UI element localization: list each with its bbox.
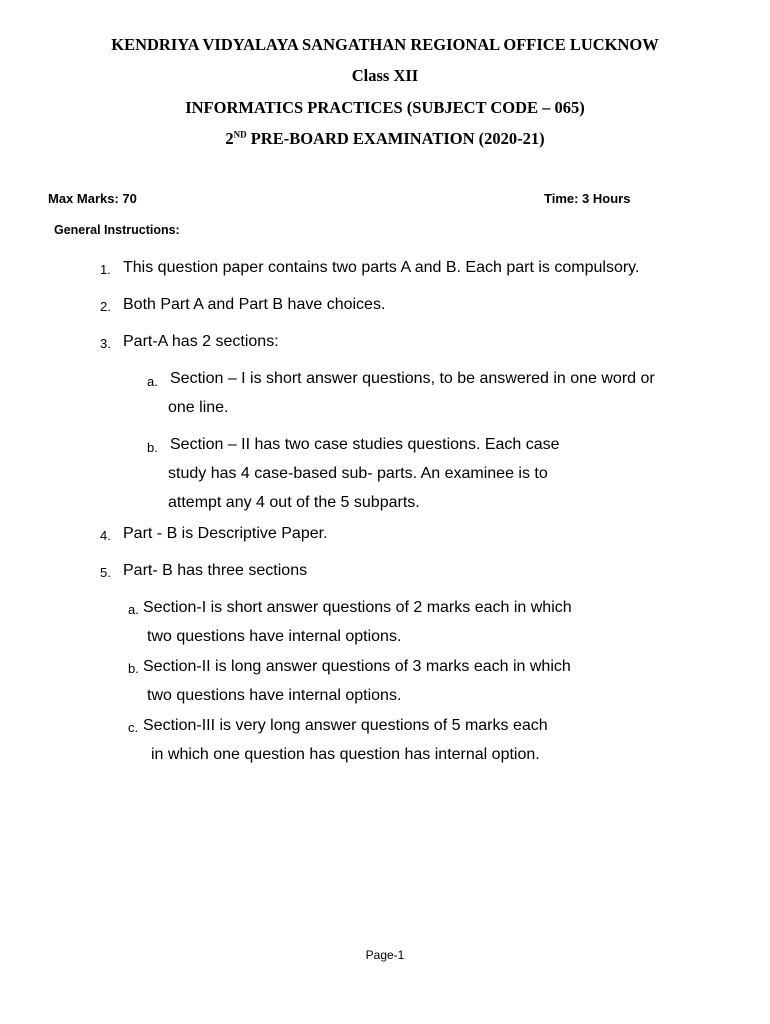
instruction-text: Section – I is short answer questions, to be answered in one word or — [170, 370, 655, 387]
subject-title: INFORMATICS PRACTICES (SUBJECT CODE – 065) — [185, 98, 585, 117]
item-number: 4. — [100, 528, 111, 543]
instruction-text: one line. — [168, 399, 229, 416]
subitem-letter: b. — [128, 661, 139, 676]
subitem-letter: c. — [128, 720, 139, 735]
instruction-text: Section-I is short answer questions of 2 marks each in which — [143, 599, 572, 616]
instruction-text: Section – II has two case studies questions. Each case — [170, 436, 560, 453]
instruction-text: Section-III is very long answer questions of 5 marks each — [143, 717, 548, 734]
instruction-text: Section-II is long answer questions of 3 marks each in which — [143, 658, 571, 675]
instruction-text: in which one question has question has internal option. — [151, 746, 540, 763]
instruction-text: Both Part A and Part B have choices. — [123, 296, 386, 313]
instruction-text: Part-A has 2 sections: — [123, 333, 279, 350]
item-number: 3. — [100, 336, 111, 351]
subitem-letter: a. — [147, 374, 158, 389]
time-allowed: Time: 3 Hours — [544, 191, 631, 206]
instruction-text: two questions have internal options. — [147, 628, 402, 645]
item-number: 5. — [100, 565, 111, 580]
instruction-text: two questions have internal options. — [147, 687, 402, 704]
organization-title: KENDRIYA VIDYALAYA SANGATHAN REGIONAL OFFICE LUCKNOW — [111, 35, 659, 54]
subitem-letter: a. — [128, 602, 139, 617]
instruction-text: This question paper contains two parts A and B. Each part is compulsory. — [123, 259, 640, 276]
item-number: 2. — [100, 299, 111, 314]
subitem-letter: b. — [147, 440, 158, 455]
instructions-heading: General Instructions: — [54, 223, 180, 237]
instruction-text: Part- B has three sections — [123, 562, 308, 579]
class-title: Class XII — [351, 66, 419, 85]
instruction-text: Part - B is Descriptive Paper. — [123, 525, 328, 542]
max-marks: Max Marks: 70 — [48, 191, 137, 206]
item-number: 1. — [100, 262, 111, 277]
exam-title: 2ND PRE-BOARD EXAMINATION (2020-21) — [225, 129, 545, 148]
instruction-text: study has 4 case-based sub- parts. An examinee is to — [168, 465, 548, 482]
instruction-text: attempt any 4 out of the 5 subparts. — [168, 494, 420, 511]
page-number: Page-1 — [365, 948, 405, 962]
